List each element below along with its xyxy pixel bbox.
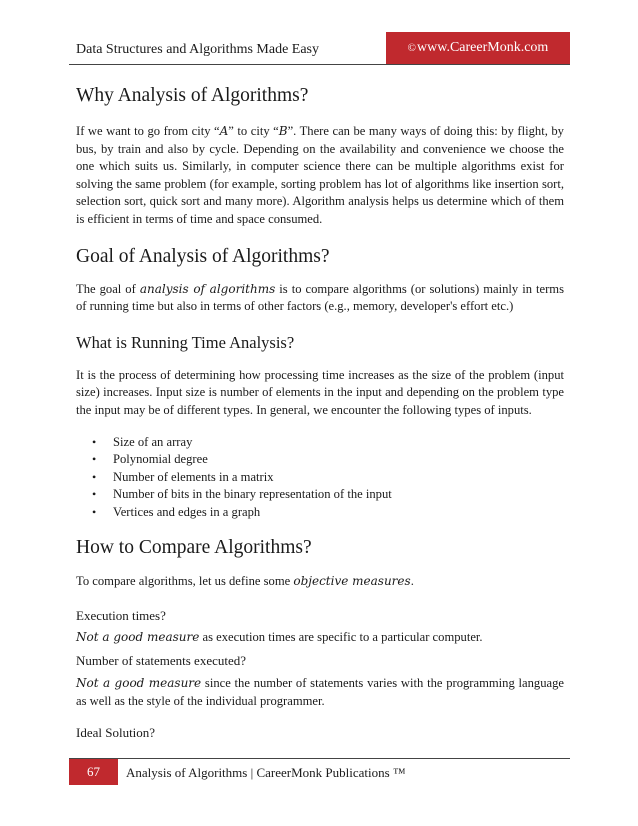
copyright-symbol: © bbox=[407, 42, 417, 54]
emphasis-not-good: Not a good measure bbox=[76, 629, 200, 644]
page-number: 67 bbox=[69, 759, 118, 785]
list-item: • Number of bits in the binary representation of the input bbox=[113, 486, 564, 504]
emphasis-not-good: Not a good measure bbox=[76, 676, 202, 691]
emphasis-analysis: analysis of algorithms bbox=[139, 281, 276, 296]
heading-goal: Goal of Analysis of Algorithms? bbox=[76, 245, 330, 267]
header-divider bbox=[69, 64, 570, 65]
city-a: A bbox=[219, 124, 229, 138]
paragraph-execution-times: Not a good measure as execution times are specific to a particular computer. bbox=[76, 629, 483, 644]
paragraph-compare: To compare algorithms, let us define some objective measures. bbox=[76, 574, 414, 589]
paragraph-goal: The goal of analysis of algorithms is to compare algorithms (or solutions) mainly in terms of running time but also in terms of other factors (e.g., memory, developer's effort etc.) bbox=[76, 281, 564, 314]
list-item: • Number of elements in a matrix bbox=[113, 469, 564, 487]
heading-ideal-solution: Ideal Solution? bbox=[76, 725, 156, 741]
list-item: • Vertices and edges in a graph bbox=[113, 504, 564, 522]
list-item: • Polynomial degree bbox=[113, 451, 564, 469]
emphasis-objective: objective measures bbox=[293, 574, 411, 589]
heading-statements: Number of statements executed? bbox=[76, 653, 247, 669]
heading-compare: How to Compare Algorithms? bbox=[76, 537, 312, 559]
heading-execution-times: Execution times? bbox=[76, 607, 166, 623]
list-item: • Size of an array bbox=[113, 434, 564, 452]
paragraph-why-analysis: If we want to go from city “A” to city “B”. There can be many ways of doing this: by flight, by bus, by train and also by cycle. Depending on the availability and convenience we choose the one which suits us. Similarly, in computer science there can be multiple algorithms exist for solving the same problem (for example, sorting problem has lot of algorithms like insertion sort, selection sort, quick sort and many more). Algorithm analysis helps us determine which of them is efficient in terms of time and space consumed. bbox=[76, 124, 564, 226]
paragraph-statements: Not a good measure since the number of statements varies with the programming language as well as the style of the individual programmer. bbox=[76, 676, 564, 708]
heading-running-time: What is Running Time Analysis? bbox=[76, 332, 295, 352]
footer-divider bbox=[69, 758, 570, 759]
page-body bbox=[76, 80, 564, 741]
heading-why-analysis: Why Analysis of Algorithms? bbox=[76, 85, 309, 106]
running-header-title: Data Structures and Algorithms Made Easy bbox=[76, 42, 320, 57]
footer-text: Analysis of Algorithms | CareerMonk Publications ™ bbox=[126, 765, 406, 780]
input-types-list bbox=[76, 434, 564, 522]
city-b: B bbox=[278, 124, 288, 138]
paragraph-running-time: It is the process of determining how processing time increases as the size of the problem (input size) increases. Input size is number of elements in the input and depending on the problem type the input may be of different types. In general, we encounter the following types of inputs. bbox=[76, 367, 564, 417]
site-badge[interactable] bbox=[386, 32, 570, 64]
site-link[interactable]: www.CareerMonk.com bbox=[417, 40, 549, 55]
